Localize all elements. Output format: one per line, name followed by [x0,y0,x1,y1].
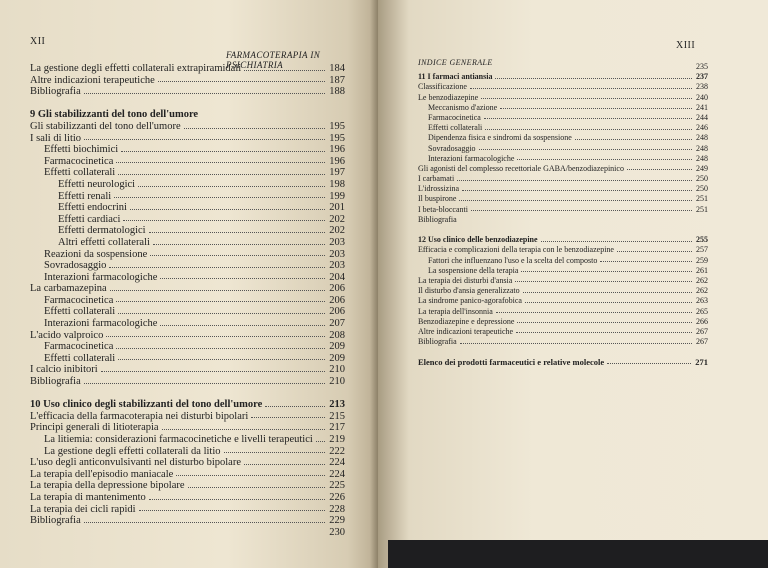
toc-entry-page: 240 [696,92,708,102]
toc-entry [418,286,708,296]
background-shadow [388,540,768,568]
toc-entry-page: 248 [696,133,708,143]
dot-leader [118,174,325,175]
dot-leader [484,118,692,119]
toc-entry-title: Interazioni farmacologiche [44,271,158,283]
toc-entry-page: 201 [329,202,345,214]
toc-entry [30,133,345,145]
toc-entry-title: La gestione degli effetti collaterali da litio [44,445,221,457]
toc-entry-page: 202 [329,213,345,225]
toc-entry [418,194,708,204]
dot-leader [139,510,325,511]
toc-entry [30,411,345,423]
toc-entry-page: 198 [329,178,345,190]
toc-entry-title: La carbamazepina [30,283,107,295]
dot-leader [460,343,692,344]
dot-leader [150,255,325,256]
toc-entry-title: La gestione degli effetti collaterali extrapiramidali [30,63,242,74]
toc-entry [30,260,345,272]
dot-leader [459,200,692,201]
toc-entry-title: Reazioni da sospensione [44,248,148,260]
toc-entry-page: 197 [329,167,345,179]
toc-entry [30,214,345,226]
toc-entry [418,266,708,276]
toc-entry-title: Effetti endocrini [58,202,127,214]
toc-entry-page: 262 [696,286,708,296]
toc-entry-page: 206 [329,306,345,318]
dot-leader [84,522,325,523]
toc-entry-page: 255 [696,235,708,245]
toc-entry [418,225,708,235]
toc-entry-title: Benzodiazepine e depressione [418,316,515,326]
toc-entry [418,235,708,245]
toc-entry-page: 213 [329,399,345,411]
dot-leader [470,88,692,89]
dot-leader [84,383,325,384]
toc-entry-title: La terapia della depressione bipolare [30,480,185,492]
toc-entry [30,191,345,203]
dot-leader [515,281,692,282]
toc-entry-title: La terapia dell'insonnia [418,306,493,316]
toc-entry-title: Dipendenza fisica e sindromi da sospensione [428,133,572,143]
toc-entry-page: 209 [329,352,345,364]
toc-entry [30,179,345,191]
toc-entry [30,306,345,318]
dot-leader [244,464,325,465]
toc-entry [418,327,708,337]
dot-leader [153,244,325,245]
left-toc [30,63,345,538]
toc-entry-page: 206 [329,294,345,306]
dot-leader [106,336,325,337]
toc-entry-title: Interazioni farmacologiche [44,318,158,330]
toc-entry [30,86,345,98]
toc-entry [418,296,708,306]
dot-leader [160,278,325,279]
toc-entry-title: L'idrossizina [418,184,459,194]
toc-entry-title: Effetti biochimici [44,144,119,156]
toc-entry [418,215,708,225]
toc-entry-title: Meccanismo d'azione [428,102,498,112]
toc-entry [418,347,708,357]
dot-leader [607,363,691,364]
dot-leader [244,70,325,71]
toc-entry-page: 203 [329,260,345,272]
dot-leader [118,359,325,360]
toc-entry-title: I beta-bloccanti [418,204,468,214]
toc-entry [30,225,345,237]
toc-entry [30,237,345,249]
toc-entry-title: Bibliografia [418,214,457,224]
dot-leader [600,261,692,262]
toc-entry-page: 251 [696,204,708,214]
toc-entry [418,103,708,113]
toc-entry-title: Altre indicazioni terapeutiche [418,326,514,336]
toc-entry-title: Effetti neurologici [58,178,136,190]
toc-entry-page: 206 [329,283,345,295]
toc-entry-page: 235 [696,62,708,71]
toc-entry-title: Effetti collaterali [44,167,116,179]
toc-entry [30,318,345,330]
dot-leader [462,190,692,191]
toc-entry [418,82,708,92]
toc-entry-title: Farmacocinetica [428,112,481,122]
toc-entry-title: Gli agonisti del complesso recettoriale GABA/benzodiazepinico [418,163,624,173]
toc-entry-title: Bibliografia [418,337,457,347]
right-folio: XIII [676,40,696,51]
toc-entry-title: La terapia dei cicli rapidi [30,503,136,515]
toc-entry [30,457,345,469]
right-page [378,0,768,568]
toc-entry-title: Effetti collaterali [44,306,116,318]
toc-entry-page: 248 [696,153,708,163]
toc-entry-page: 250 [696,174,708,184]
toc-entry [30,144,345,156]
dot-leader [316,441,325,442]
toc-entry-title: Bibliografia [30,86,81,98]
toc-entry-page: 228 [329,503,345,515]
toc-entry-title: Effetti renali [58,190,112,202]
toc-entry [30,63,345,75]
toc-entry-title: Gli stabilizzanti del tono dell'umore [30,120,181,132]
toc-entry-title: 9 Gli stabilizzanti del tono dell'umore [30,109,199,121]
dot-leader [224,452,325,453]
toc-entry-title: 12 Uso clinico delle benzodiazepine [418,235,538,245]
dot-leader [118,313,325,314]
toc-entry-page: 217 [329,422,345,434]
dot-leader [116,162,325,163]
toc-entry [30,202,345,214]
toc-entry-page: 224 [329,468,345,480]
toc-entry [30,515,345,527]
dot-leader [116,348,325,349]
toc-entry-title: 10 Uso clinico degli stabilizzanti del tono dell'umore [30,399,263,411]
toc-entry-page: 184 [329,63,345,74]
toc-entry [30,469,345,481]
toc-entry-title: Altre indicazioni terapeutiche [30,74,155,86]
dot-leader [149,232,325,233]
toc-entry-page: 265 [696,306,708,316]
toc-entry [30,330,345,342]
toc-entry [30,422,345,434]
dot-leader [517,159,692,160]
toc-entry-page: 188 [329,86,345,98]
toc-entry [30,492,345,504]
dot-leader [265,406,325,407]
toc-entry-title: Il buspirone [418,194,457,204]
toc-entry-page: 229 [329,515,345,527]
toc-entry [30,167,345,179]
toc-entry-title: Sovradosaggio [428,143,476,153]
toc-entry [418,154,708,164]
toc-entry [30,527,345,539]
left-folio: XII [30,36,46,47]
toc-entry-page: 241 [696,102,708,112]
toc-entry-title: I calcio inibitori [30,364,98,376]
toc-entry [418,317,708,327]
toc-entry-page: 203 [329,236,345,248]
toc-entry [418,123,708,133]
toc-entry [30,364,345,376]
dot-leader [110,290,325,291]
dot-leader [160,325,325,326]
toc-entry-page: 226 [329,491,345,503]
toc-entry-title: L'uso degli anticonvulsivanti nel disturbo bipolare [30,457,241,469]
dot-leader [84,93,325,94]
dot-leader [523,292,692,293]
toc-entry-title: Effetti collaterali [44,352,116,364]
toc-entry-page: 267 [696,326,708,336]
dot-leader [575,139,692,140]
toc-entry-title: Bibliografia [30,376,81,388]
toc-entry [418,113,708,123]
dot-leader [184,128,325,129]
toc-entry-title: 11 I farmaci antiansia [418,72,493,82]
left-page [0,0,378,568]
toc-entry [418,307,708,317]
toc-entry-page: 271 [695,357,708,368]
toc-entry-page: 259 [696,255,708,265]
toc-entry-page: 244 [696,112,708,122]
toc-entry-page: 210 [329,376,345,388]
toc-entry-page: 203 [329,248,345,260]
toc-entry-page: 207 [329,318,345,330]
toc-entry-page: 208 [329,329,345,341]
toc-entry [30,434,345,446]
dot-leader [130,209,325,210]
dot-leader [617,251,692,252]
toc-entry [418,62,708,72]
dot-leader [116,301,325,302]
toc-entry [30,504,345,516]
toc-entry-title: La terapia dei disturbi d'ansia [418,275,513,285]
dot-leader [521,271,692,272]
toc-entry-page: 196 [329,144,345,156]
dot-leader [457,180,692,181]
toc-entry [30,75,345,87]
toc-entry-page: 266 [696,316,708,326]
toc-entry [418,357,708,367]
dot-leader [495,78,692,79]
toc-entry-title: Effetti collaterali [428,123,483,133]
toc-entry [418,245,708,255]
toc-entry [418,276,708,286]
toc-entry [30,399,345,411]
toc-entry [418,184,708,194]
toc-entry-page: 195 [329,132,345,144]
toc-entry-title: Interazioni farmacologiche [428,153,515,163]
toc-entry-page: 222 [329,445,345,457]
toc-entry-title: Farmacocinetica [44,294,114,306]
toc-entry-title: La terapia dell'episodio maniacale [30,468,174,480]
left-running-head: FARMACOTERAPIA IN PSICHIATRIA [226,50,321,70]
toc-entry-page: 224 [329,457,345,469]
toc-entry-page: 199 [329,190,345,202]
toc-entry-title: Il disturbo d'ansia generalizzato [418,286,520,296]
dot-leader [485,129,692,130]
toc-entry [418,133,708,143]
toc-entry-title: La litiemia: considerazioni farmacocinetiche e livelli terapeutici [44,434,313,445]
dot-leader [121,151,325,152]
toc-entry-title: Altri effetti collaterali [58,236,150,248]
dot-leader [541,241,692,242]
toc-entry-title: I sali di litio [30,132,82,144]
toc-entry-page: 267 [696,337,708,347]
dot-leader [496,312,692,313]
dot-leader [525,302,692,303]
toc-entry-page: 195 [329,120,345,132]
toc-entry [30,353,345,365]
toc-entry-page: 225 [329,480,345,492]
toc-entry [30,109,345,121]
toc-entry-page: 261 [696,265,708,275]
dot-leader [176,475,325,476]
toc-entry [418,256,708,266]
toc-entry [30,98,345,110]
toc-entry-page: 219 [329,434,345,445]
toc-entry-title: Effetti dermatologici [58,225,146,237]
toc-entry-page: 251 [696,194,708,204]
dot-leader [481,98,692,99]
toc-entry-title: Elenco dei prodotti farmaceutici e relative molecole [418,357,605,368]
toc-entry [30,249,345,261]
toc-entry [30,388,345,400]
toc-entry [30,341,345,353]
toc-entry-page: 257 [696,245,708,255]
toc-entry-page: 246 [696,123,708,133]
dot-leader [516,332,692,333]
toc-entry-title: Principi generali di litioterapia [30,422,159,434]
toc-entry-title: La terapia di mantenimento [30,491,146,503]
toc-entry-title: La sospensione della terapia [428,265,519,275]
toc-entry-page: 187 [329,74,345,86]
toc-entry-page: 230 [329,526,345,538]
dot-leader [479,149,692,150]
dot-leader [471,210,692,211]
toc-entry [30,283,345,295]
toc-entry-title: Farmacocinetica [44,341,114,353]
dot-leader [251,417,325,418]
toc-entry-title: Classificazione [418,82,467,92]
dot-leader [517,322,692,323]
toc-entry [30,376,345,388]
dot-leader [500,108,692,109]
dot-leader [101,371,325,372]
toc-entry-title: Efficacia e complicazioni della terapia con le benzodiazepine [418,245,614,255]
toc-entry-page: 250 [696,184,708,194]
dot-leader [627,169,692,170]
toc-entry-title: L'efficacia della farmacoterapia nei disturbi bipolari [30,410,249,422]
toc-entry [418,72,708,82]
toc-entry-page: 209 [329,341,345,353]
toc-entry [30,272,345,284]
toc-entry-title: La sindrome panico-agorafobica [418,296,522,306]
toc-entry-page: 249 [696,163,708,173]
toc-entry-page: 202 [329,225,345,237]
dot-leader [109,267,325,268]
right-toc [418,62,708,368]
dot-leader [114,197,325,198]
toc-entry [418,164,708,174]
toc-entry-title: I carbamati [418,174,455,184]
toc-entry-page: 263 [696,296,708,306]
toc-entry-page: 237 [696,72,708,82]
dot-leader [123,220,325,221]
toc-entry [30,295,345,307]
dot-leader [162,429,325,430]
toc-entry [30,480,345,492]
toc-entry-page: 196 [329,155,345,167]
toc-entry-title: Effetti cardiaci [58,213,121,225]
dot-leader [149,499,325,500]
toc-entry-page: 248 [696,143,708,153]
toc-entry-page: 204 [329,271,345,283]
dot-leader [138,186,325,187]
toc-entry [418,144,708,154]
toc-entry-page: 215 [329,410,345,422]
dot-leader [84,139,325,140]
toc-entry-title: Sovradosaggio [44,260,107,272]
toc-entry [418,174,708,184]
toc-entry-page: 262 [696,275,708,285]
right-running-head: INDICE GENERALE [418,58,493,67]
toc-entry-page: 238 [696,82,708,92]
toc-entry [418,93,708,103]
dot-leader [158,81,325,82]
toc-entry-title: Le benzodiazepine [418,92,479,102]
toc-entry [30,121,345,133]
toc-entry-title: L'acido valproico [30,329,104,341]
toc-entry [30,156,345,168]
toc-entry [30,446,345,458]
toc-entry [418,337,708,347]
dot-leader [188,487,325,488]
toc-entry-title: Fattori che influenzano l'uso e la scelta del composto [428,255,598,265]
toc-entry [418,205,708,215]
toc-entry-title: Bibliografia [30,515,81,527]
toc-entry-title: Farmacocinetica [44,155,114,167]
toc-entry-page: 210 [329,364,345,376]
